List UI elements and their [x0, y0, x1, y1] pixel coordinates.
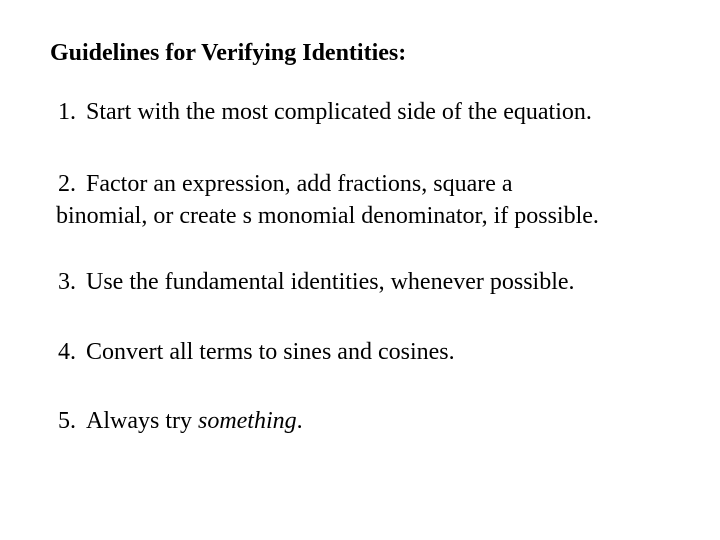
- item-text-line-1: Factor an expression, add fractions, square a: [86, 171, 513, 197]
- guideline-item-5: [58, 405, 303, 437]
- item-text-suffix: .: [296, 408, 303, 434]
- item-number: 4.: [58, 339, 76, 365]
- item-text-prefix: Always try: [86, 408, 198, 434]
- item-text-emphasis: something: [197, 408, 297, 434]
- item-number: 3.: [58, 269, 76, 295]
- slide-title: Guidelines for Verifying Identities:: [50, 40, 407, 66]
- guideline-item-4: [58, 336, 455, 368]
- item-number: 2.: [58, 171, 76, 197]
- item-number: 1.: [58, 99, 76, 125]
- item-text: Use the fundamental identities, whenever possible.: [86, 269, 575, 295]
- guideline-item-2: [58, 168, 599, 232]
- item-text: Convert all terms to sines and cosines.: [86, 339, 455, 365]
- guideline-item-3: [58, 266, 575, 298]
- item-text-line-2: binomial, or create s monomial denominator, if possible.: [56, 203, 599, 229]
- item-text: Start with the most complicated side of the equation.: [86, 99, 592, 125]
- item-number: 5.: [58, 408, 76, 434]
- guideline-item-1: [58, 96, 592, 128]
